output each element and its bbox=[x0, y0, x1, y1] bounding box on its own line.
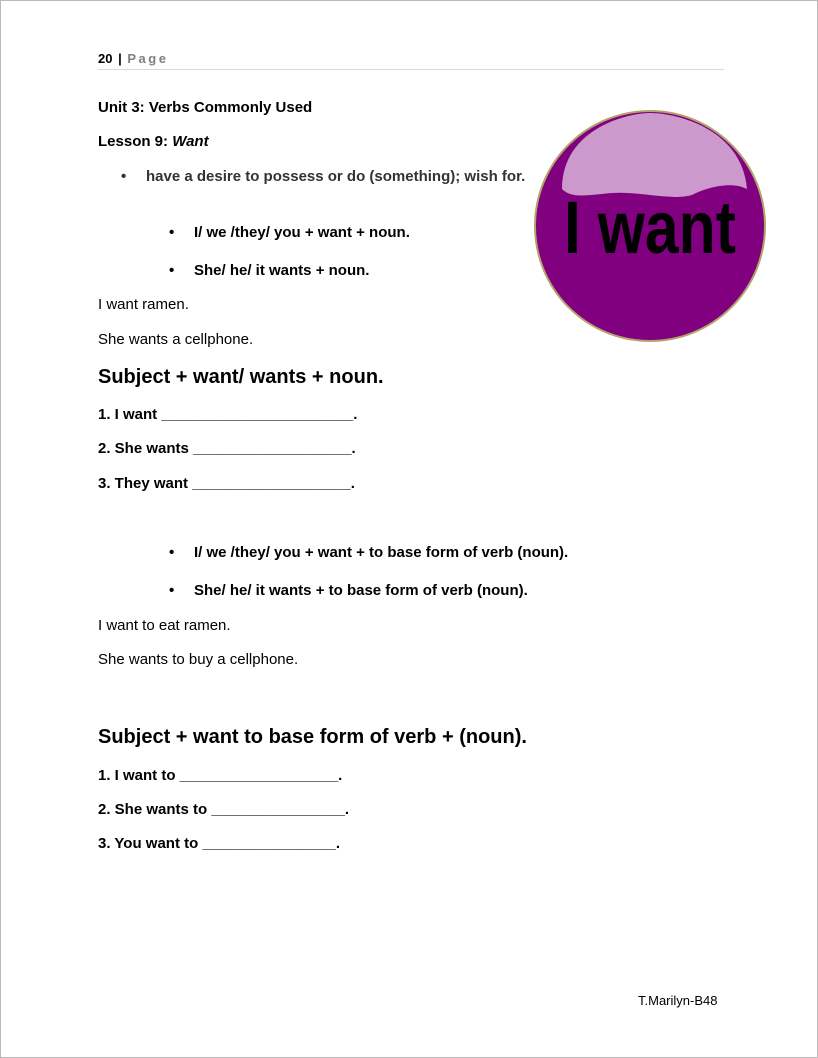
pattern-bullet-2 bbox=[169, 262, 369, 279]
example-sentence: I want to eat ramen. bbox=[98, 617, 231, 634]
example-sentence: I want ramen. bbox=[98, 296, 189, 313]
pattern-bullet-4 bbox=[169, 582, 528, 599]
exercise-item: 3. They want ___________________. bbox=[98, 475, 355, 492]
pattern-text: I/ we /they/ you + want + noun. bbox=[194, 224, 410, 241]
bullet-dot: • bbox=[169, 224, 175, 241]
page-header bbox=[98, 51, 724, 70]
bullet-dot: • bbox=[169, 262, 175, 279]
badge-text: I want bbox=[564, 187, 736, 270]
page-footer: T.Marilyn-B48 bbox=[638, 993, 718, 1008]
page-word: Page bbox=[127, 51, 169, 66]
example-sentence: She wants to buy a cellphone. bbox=[98, 651, 299, 668]
pattern-bullet-3 bbox=[169, 544, 568, 561]
pattern-text: She/ he/ it wants + noun. bbox=[194, 262, 370, 279]
exercise-item: 2. She wants to ________________. bbox=[98, 801, 350, 818]
exercise-item: 3. You want to ________________. bbox=[98, 835, 341, 852]
pattern-text: She/ he/ it wants + to base form of verb (noun). bbox=[194, 582, 528, 599]
i-want-badge-image bbox=[532, 109, 768, 343]
lesson-title bbox=[98, 133, 209, 150]
bullet-dot: • bbox=[121, 168, 127, 185]
example-sentence: She wants a cellphone. bbox=[98, 331, 254, 348]
bullet-dot: • bbox=[169, 544, 175, 561]
header-separator: | bbox=[118, 51, 122, 66]
section-heading: Subject + want/ wants + noun. bbox=[98, 366, 384, 388]
pattern-text: I/ we /they/ you + want + to base form of verb (noun). bbox=[194, 544, 569, 561]
lesson-label: Lesson 9: bbox=[98, 133, 169, 150]
exercise-item: 2. She wants ___________________. bbox=[98, 440, 356, 457]
exercise-item: 1. I want to ___________________. bbox=[98, 767, 343, 784]
exercise-item: 1. I want _______________________. bbox=[98, 406, 358, 423]
section-heading: Subject + want to base form of verb + (noun). bbox=[98, 726, 527, 748]
lesson-word: Want bbox=[172, 133, 209, 150]
bullet-dot: • bbox=[169, 582, 175, 599]
definition-item bbox=[121, 168, 531, 186]
unit-title: Unit 3: Verbs Commonly Used bbox=[98, 99, 313, 116]
page-number: 20 bbox=[98, 51, 113, 66]
pattern-bullet-1 bbox=[169, 224, 410, 241]
definition-text: have a desire to possess or do (something); wish for. bbox=[146, 168, 526, 185]
